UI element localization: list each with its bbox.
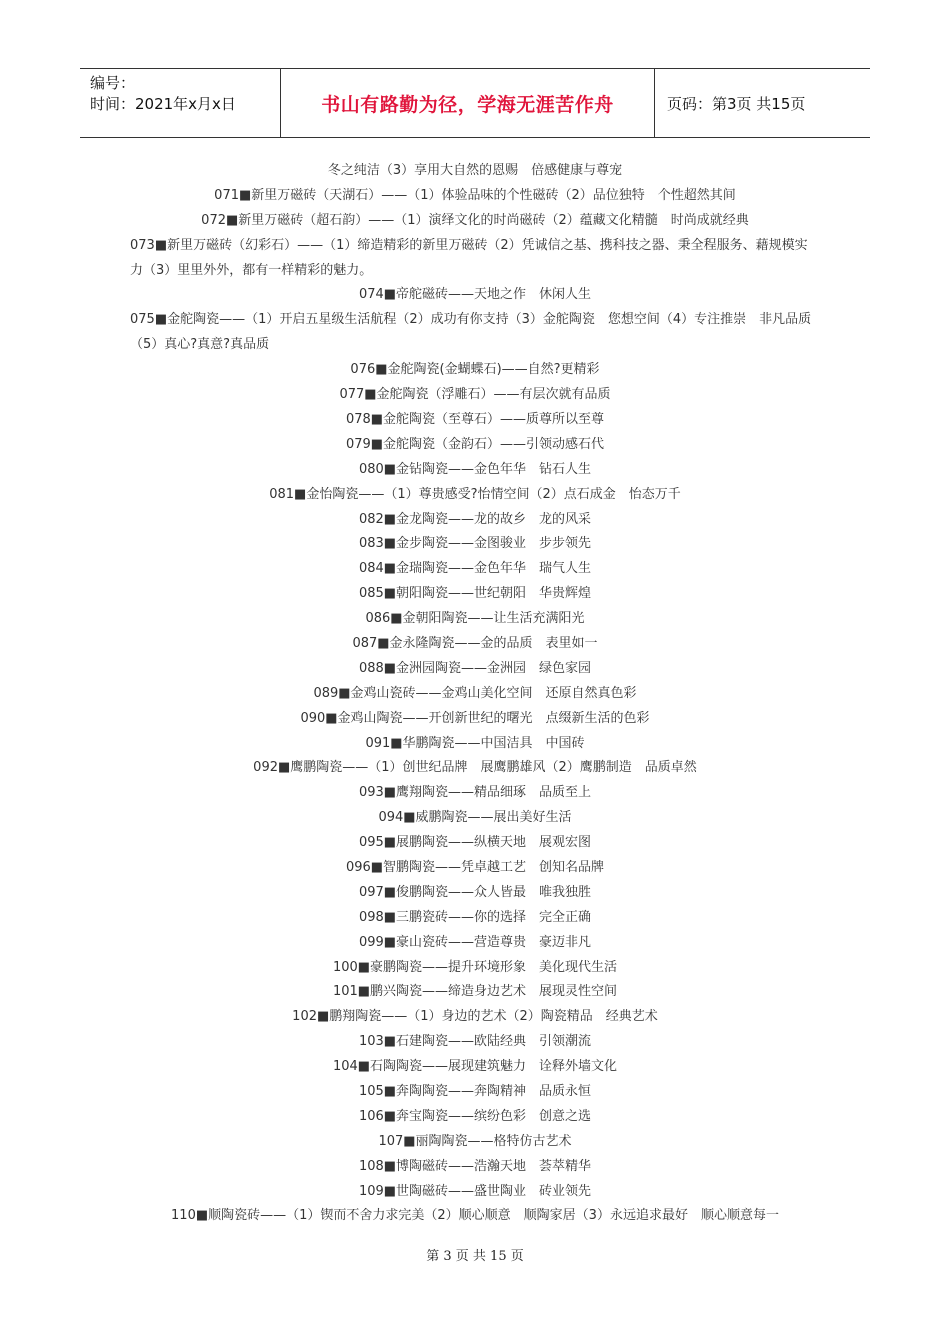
text-line: 079■金舵陶瓷（金韵石）——引领动感石代 bbox=[345, 436, 605, 452]
text-line: 077■金舵陶瓷（浮雕石）——有层次就有品质 bbox=[339, 387, 611, 403]
text-line: 076■金舵陶瓷(金蝴蝶石)——自然?更精彩 bbox=[350, 362, 600, 378]
text-line: 087■金永隆陶瓷——金的品质 表里如一 bbox=[352, 635, 598, 651]
text-line: 冬之纯洁（3）享用大自然的恩赐 倍感健康与尊宠 bbox=[327, 163, 623, 178]
header-meta bbox=[80, 69, 281, 137]
text-line: 083■金步陶瓷——金图骏业 步步领先 bbox=[358, 536, 592, 552]
text-line: 071■新里万磁砖（天湖石）——（1）体验品味的个性磁砖（2）品位独特 个性超然其间 bbox=[214, 187, 736, 203]
text-line: 089■金鸡山瓷砖——金鸡山美化空间 还原自然真色彩 bbox=[313, 685, 637, 701]
text-line: 081■金怡陶瓷——（1）尊贵感受?怡情空间（2）点石成金 怡态万千 bbox=[269, 486, 681, 502]
text-line: 091■华鹏陶瓷——中国洁具 中国砖 bbox=[365, 735, 585, 751]
text-line: 094■威鹏陶瓷——展出美好生活 bbox=[378, 810, 572, 826]
text-line: 096■智鹏陶瓷——凭卓越工艺 创知名品牌 bbox=[345, 860, 605, 875]
text-line: 072■新里万磁砖（超石韵）——（1）演绎文化的时尚磁砖（2）蕴藏文化精髓 时尚成就经典 bbox=[201, 212, 749, 228]
text-line: 082■金龙陶瓷——龙的故乡 龙的风采 bbox=[358, 511, 592, 527]
page-header bbox=[80, 68, 870, 138]
header-motto: 书山有路勤为径，学海无涯苦作舟 bbox=[281, 69, 655, 137]
text-line: 095■展鹏陶瓷——纵横天地 展观宏图 bbox=[358, 835, 592, 851]
text-line: 078■金舵陶瓷（至尊石）——质尊所以至尊 bbox=[345, 411, 605, 427]
text-line: 073■新里万磁砖（幻彩石）——（1）缔造精彩的新里万磁砖（2）凭诚信之基、携科技之器、秉全程服务、藉规模实力（3）里里外外，都有一样精彩的魅力。 bbox=[130, 237, 808, 278]
header-page-info: 页码：第3页 共15页 bbox=[667, 94, 806, 113]
text-line: 086■金朝阳陶瓷——让生活充满阳光 bbox=[365, 611, 585, 627]
text-line: 106■奔宝陶瓷——缤纷色彩 创意之选 bbox=[358, 1108, 592, 1124]
text-line: 107■丽陶陶瓷——格特仿古艺术 bbox=[378, 1133, 572, 1149]
text-line: 098■三鹏瓷砖——你的选择 完全正确 bbox=[358, 909, 592, 925]
text-line: 102■鹏翔陶瓷——（1）身边的艺术（2）陶瓷精品 经典艺术 bbox=[292, 1009, 658, 1025]
document-number-label: 编号： bbox=[90, 74, 136, 92]
text-line: 080■金钻陶瓷——金色年华 钻石人生 bbox=[358, 461, 592, 477]
text-line: 074■帝舵磁砖——天地之作 休闲人生 bbox=[358, 287, 592, 303]
text-line: 084■金瑞陶瓷——金色年华 瑞气人生 bbox=[358, 561, 592, 577]
text-line: 090■金鸡山陶瓷——开创新世纪的曙光 点缀新生活的色彩 bbox=[300, 710, 650, 726]
text-line: 104■石陶陶瓷——展现建筑魅力 诠释外墙文化 bbox=[332, 1059, 618, 1075]
text-line: 097■俊鹏陶瓷——众人皆最 唯我独胜 bbox=[358, 884, 592, 900]
text-line: 100■豪鹏陶瓷——提升环境形象 美化现代生活 bbox=[332, 959, 618, 975]
page-footer: 第 3 页 共 15 页 bbox=[426, 1249, 524, 1264]
text-line: 109■世陶磁砖——盛世陶业 砖业领先 bbox=[358, 1183, 592, 1199]
text-line: 105■奔陶陶瓷——奔陶精神 品质永恒 bbox=[358, 1084, 592, 1100]
text-line: 101■鹏兴陶瓷——缔造身边艺术 展现灵性空间 bbox=[332, 984, 618, 1000]
document-date-label: 时间：2021年x月x日 bbox=[90, 95, 236, 113]
text-line: 092■鹰鹏陶瓷——（1）创世纪品牌 展鹰鹏雄风（2）鹰鹏制造 品质卓然 bbox=[253, 760, 697, 776]
text-line: 103■石建陶瓷——欧陆经典 引领潮流 bbox=[358, 1034, 592, 1050]
text-line: 093■鹰翔陶瓷——精品细琢 品质至上 bbox=[358, 785, 592, 801]
text-line: 085■朝阳陶瓷——世纪朝阳 华贵辉煌 bbox=[358, 586, 592, 602]
text-line: 108■博陶磁砖——浩瀚天地 荟萃精华 bbox=[358, 1158, 592, 1174]
text-line: 075■金舵陶瓷——（1）开启五星级生活航程（2）成功有你支持（3）金舵陶瓷 您想空间（4）专注推崇 非凡品质（5）真心?真意?真品质 bbox=[130, 312, 812, 353]
text-line: 088■金洲园陶瓷——金洲园 绿色家园 bbox=[358, 660, 592, 676]
text-line: 099■豪山瓷砖——营造尊贵 豪迈非凡 bbox=[358, 934, 592, 950]
slogan-list bbox=[130, 159, 820, 1229]
text-line: 110■顺陶瓷砖——（1）锲而不舍力求完美（2）顺心顺意 顺陶家居（3）永远追求最好 顺心顺意每一 bbox=[171, 1208, 779, 1224]
